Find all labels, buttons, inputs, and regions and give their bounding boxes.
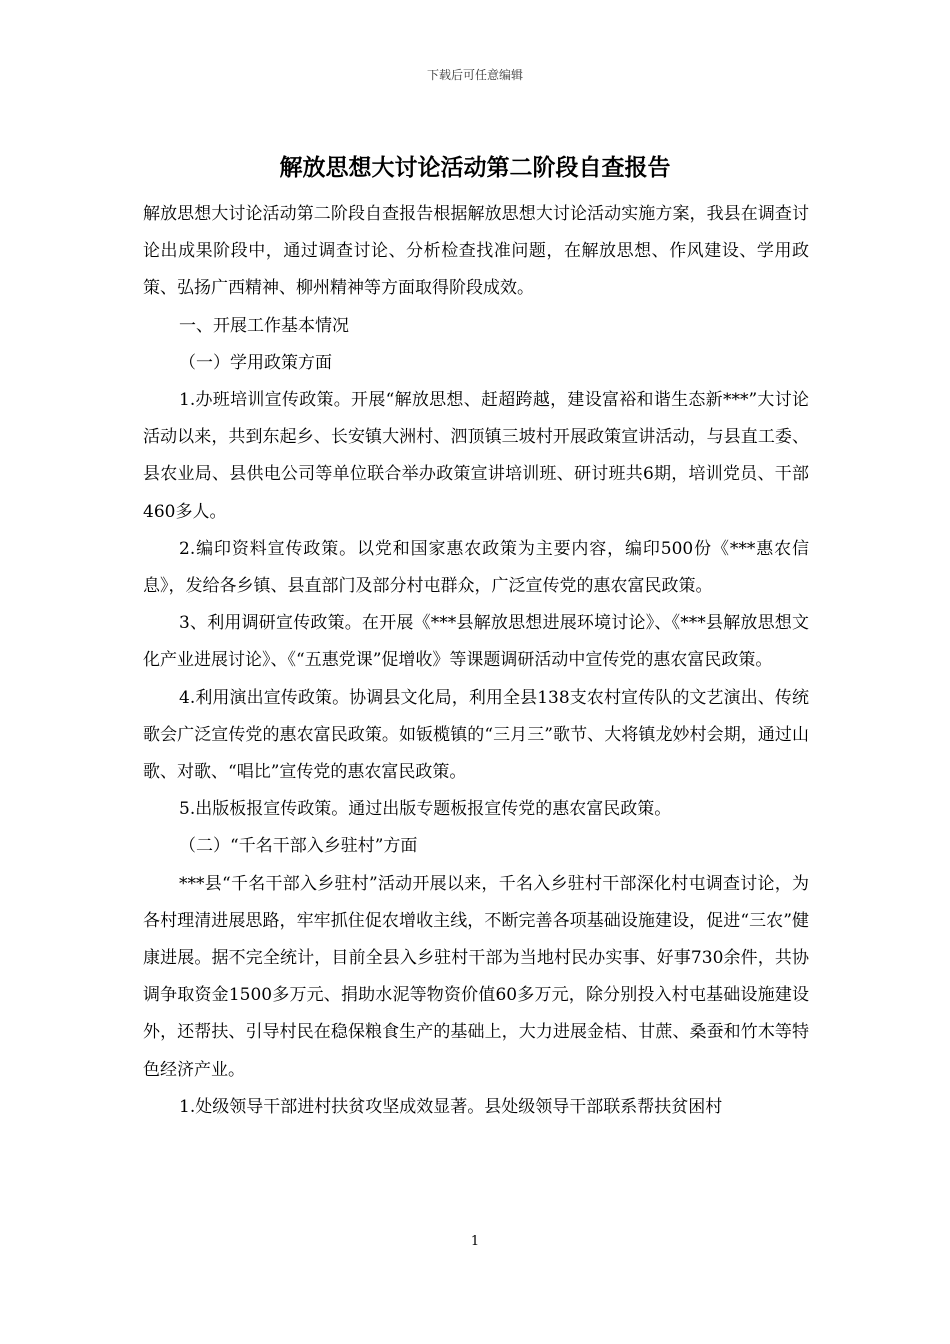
paragraph: 1.办班培训宣传政策。开展“解放思想、赶超跨越，建设富裕和谐生态新***”大讨论活动以来，共到东起乡、长安镇大洲村、泗顶镇三坡村开展政策宣讲活动，与县直工委、县农业局、县供电公司等单位联合举办政策宣讲培训班、研讨班共6期，培训党员、干部460多人。 [143, 390, 809, 522]
paragraph: 1.处级领导干部进村扶贫攻坚成效显著。县处级领导干部联系帮扶贫困村 [179, 1096, 723, 1117]
paragraph: ***县“千名干部入乡驻村”活动开展以来，千名入乡驻村干部深化村屯调查讨论，为各村理清进展思路，牢牢抓住促农增收主线，不断完善各项基础设施建设，促进“三农”健康进展。据不完全统计，目前全县入乡驻村干部为当地村民办实事、好事730余件，共协调争取资金1500多万元、捐助水泥等物资价值60多万元，除分别投入村屯基础设施建设外，还帮扶、引导村民在稳保粮食生产的基础上，大力进展金桔、甘蔗、桑蚕和竹木等特色经济产业。 [143, 873, 809, 1080]
page-header: 下载后可任意编辑 [426, 68, 523, 82]
paragraph: 5.出版板报宣传政策。通过出版专题板报宣传党的惠农富民政策。 [179, 799, 672, 820]
paragraph: 解放思想大讨论活动第二阶段自查报告根据解放思想大讨论活动实施方案，我县在调查讨论出成果阶段中，通过调查讨论、分析检查找准问题，在解放思想、作风建设、学用政策、弘扬广西精神、柳州精神等方面取得阶段成效。 [143, 204, 809, 299]
paragraph: 2.编印资料宣传政策。以党和国家惠农政策为主要内容，编印500份《***惠农信息》，发给各乡镇、县直部门及部分村屯群众，广泛宣传党的惠农富民政策。 [143, 538, 809, 597]
subsection-heading: （一）学用政策方面 [179, 352, 332, 373]
paragraph: 4.利用演出宣传政策。协调县文化局，利用全县138支农村宣传队的文艺演出、传统歌会广泛宣传党的惠农富民政策。如钣榄镇的“三月三”歌节、大将镇龙妙村会期，通过山歌、对歌、“唱比”宣传党的惠农富民政策。 [143, 687, 809, 783]
section-heading: 一、开展工作基本情况 [179, 315, 349, 336]
document-body [143, 196, 809, 1126]
document-title: 解放思想大讨论活动第二阶段自查报告 [279, 154, 671, 181]
subsection-heading: （二）“千名干部入乡驻村”方面 [179, 836, 418, 857]
paragraph: 3、利用调研宣传政策。在开展《***县解放思想进展环境讨论》、《***县解放思想文化产业进展讨论》、《“五惠党课”促增收》等课题调研活动中宣传党的惠农富民政策。 [143, 613, 809, 671]
page-number: 1 [470, 1234, 480, 1249]
